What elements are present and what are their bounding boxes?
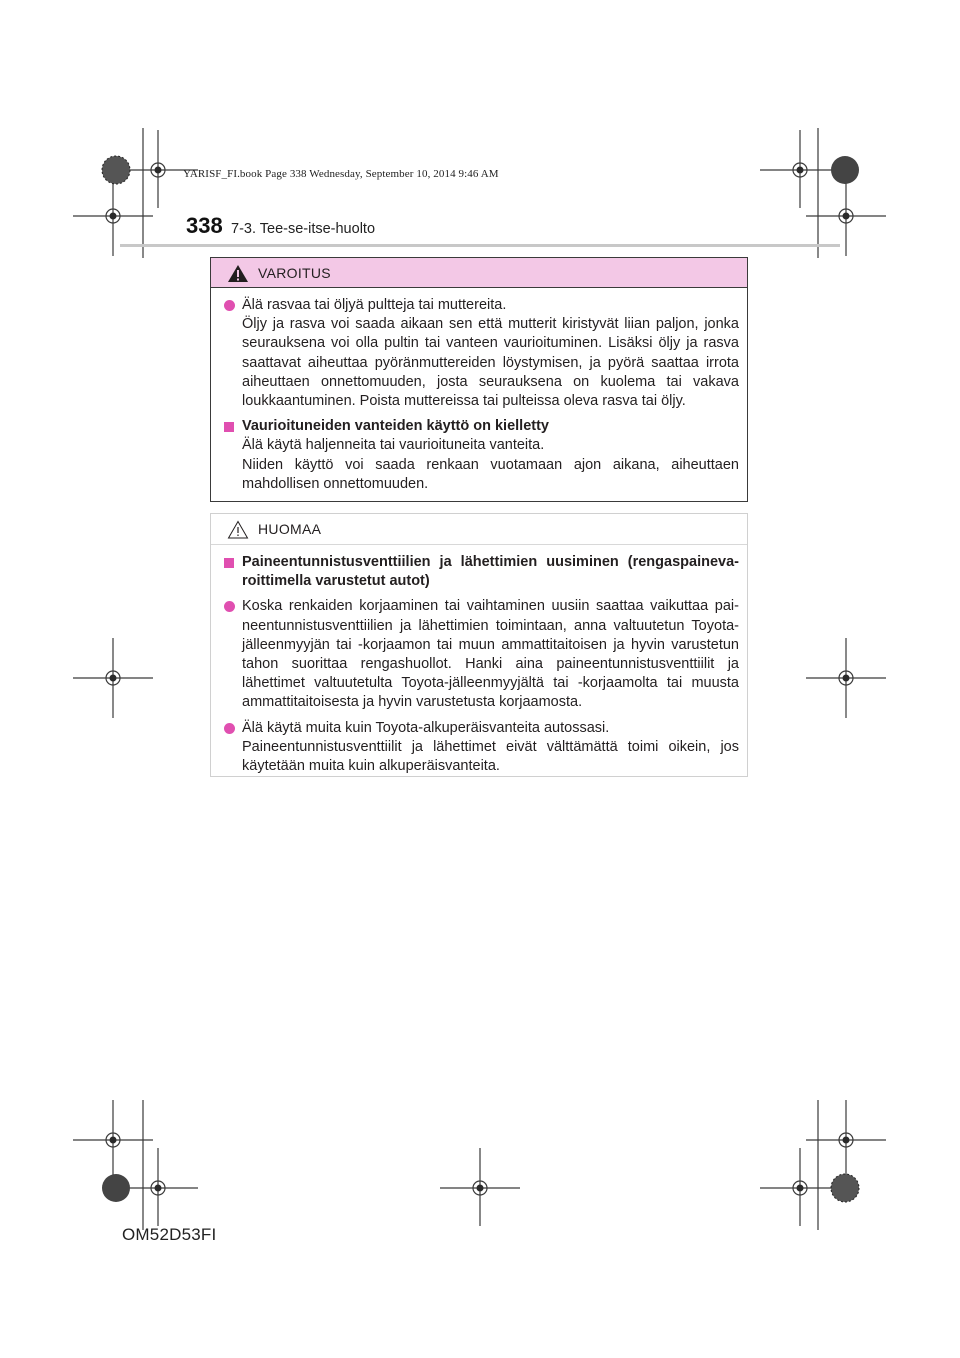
bullet-dot-icon: [224, 300, 235, 311]
bullet-dot-icon: [224, 723, 235, 734]
warning-box: [210, 257, 748, 502]
warning-triangle-icon: [227, 264, 249, 283]
header-rule: [120, 244, 840, 247]
warning-box-header: [211, 258, 747, 288]
notice-heading: Paineentunnistusventtiilien ja lähettimien uusiminen (rengaspainevaroittimella varustetut autot): [242, 554, 739, 590]
bullet-dot-icon: [224, 601, 235, 612]
notice-section: [223, 553, 739, 591]
bullet-square-icon: [224, 422, 234, 432]
notice-item-line: Älä käytä muita kuin Toyota-alkuperäisvanteita autossasi.: [242, 719, 610, 736]
caution-triangle-icon: [227, 520, 249, 539]
warning-box-title: VAROITUS: [258, 265, 331, 281]
notice-box-header: [211, 514, 747, 545]
warning-item-damaged-rims: [223, 417, 739, 494]
bullet-square-icon: [224, 558, 234, 568]
notice-box: [210, 513, 748, 777]
warning-item-line: Niiden käyttö voi saada renkaan vuotamaan ajon aikana, aiheuttaen mahdollisen onnettomuuden.: [242, 456, 739, 492]
page-number: 338: [186, 213, 223, 238]
warning-item-line: Öljy ja rasva voi saada aikaan sen että mutterit kiristyvät liian paljon, jonka seurauksena voi olla pultin tai vanteen vaurioituminen. Lisäksi öljy ja rasva saattavat aiheuttaa pyöränmuttereiden löystymisen, ja pyörä saattaa irrota aiheuttaen onnettomuuden, josta seurauksena on kuolema tai vakava loukkaantuminen. Poista muttereissa tai pulteissa oleva rasva tai öljy.: [242, 316, 739, 410]
warning-item-bolts: [223, 296, 739, 411]
notice-box-title: HUOMAA: [258, 521, 322, 537]
warning-item-line: Älä rasvaa tai öljyä pultteja tai muttereita.: [242, 297, 507, 313]
document-code: OM52D53FI: [122, 1225, 217, 1244]
notice-item-repair: [223, 597, 739, 712]
warning-item-heading: Vaurioituneiden vanteiden käyttö on kielletty: [242, 418, 549, 435]
book-header: YARISF_FI.book Page 338 Wednesday, September 10, 2014 9:46 AM: [183, 168, 499, 180]
warning-item-line: Älä käytä haljenneita tai vaurioituneita vanteita.: [242, 437, 545, 454]
notice-item-text: Koska renkaiden korjaaminen tai vaihtaminen uusiin saattaa vaikuttaa paineentunnistusventtiilien ja lähettimien toimintaan, anna valtuutetun Toyota-jälleenmyyjän tai -korjaamon tai muun ammattitaitoisen ja hyvin varustetun tahon suorittaa rengashuollot. Hanki aina paineentunnistusventtiilit ja lähettimet valtuutetulta Toyota-jälleenmyyjältä tai -korjaamolta tai muusta ammattitaitoisesta ja hyvin varustetusta korjaamosta.: [242, 598, 739, 711]
section-title: 7-3. Tee-se-itse-huolto: [231, 221, 376, 237]
notice-item-line: Paineentunnistusventtiilit ja lähettimet eivät välttämättä toimi oikein, jos käytetään muita kuin alkuperäisvanteita.: [242, 738, 739, 775]
notice-item-original-rims: [223, 719, 739, 777]
